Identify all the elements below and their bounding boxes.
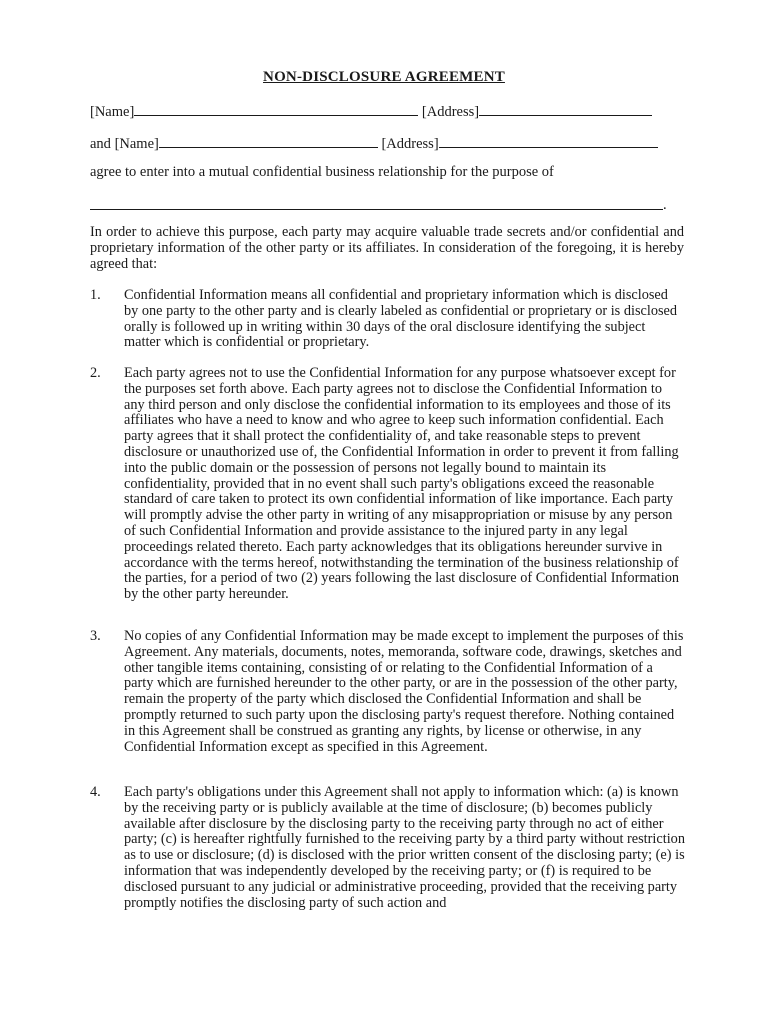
party-two-address-blank[interactable] (439, 133, 658, 148)
clause-number: 1. (90, 287, 101, 303)
clause-text: Confidential Information means all confidential and proprietary information which is disclosed by one party to the other party and is clearly labeled as confidential or proprietary or is disclosed orally is followed up in writing within 30 days of the oral disclosure identifying the subject matter which is confidential or proprietary. (124, 287, 678, 351)
party-one-address-blank[interactable] (479, 101, 652, 116)
party-two-name-blank[interactable] (159, 133, 378, 148)
purpose-statement: agree to enter into a mutual confidential business relationship for the purpose of (90, 164, 554, 180)
clause-text: Each party agrees not to use the Confidential Information for any purpose whatsoever except for the purposes set forth above. Each party agrees not to disclose the Confidential Information to any third person and only disclose the confidential information to its employees and those of its affiliates who have a need to know and who agree to keep such information confidential. Each party agrees that it shall protect the confidentiality of, and take reasonable steps to prevent disclosure or unauthorized use of, the Confidential Information in order to prevent it from falling into the public domain or the possession of persons not legally bound to maintain its confidentiality, provided that in no event shall such party's obligations exceed the reasonable standard of care taken to protect its own confidential information of like importance. Each party will promptly advise the other party in writing of any misappropriation or misuse by any person of such Confidential Information and provide assistance to the injured party in any legal proceedings related thereto. Each party acknowledges that its obligations hereunder survive in accordance with the terms hereof, notwithstanding the termination of the business relationship of the parties, for a period of two (2) years following the last disclosure of Confidential Information by the other party hereunder. (124, 365, 680, 603)
party-one-name-label: [Name] (90, 104, 135, 120)
party-two-name-label: [Name] (114, 136, 159, 152)
party-two-address-label: [Address] (381, 136, 439, 152)
clause-number: 2. (90, 365, 101, 381)
clause-text: Each party's obligations under this Agreement shall not apply to information which: (a) is known by the receiving party or is publicly available at the time of disclosure; (b) becomes publicly available after disclosure by the disclosing party to the receiving party through no act of either party; (c) is hereafter rightfully furnished to the receiving party by a third party without restriction as to use or disclosure; (d) is disclosed with the prior written consent of the disclosing party; (e) is information that was independently developed by the receiving party; or (f) is required to be disclosed pursuant to any judicial or administrative proceeding, provided that the receiving party promptly notifies the disclosing party of such action and (124, 784, 685, 911)
purpose-period: . (663, 197, 667, 213)
document-title: NON-DISCLOSURE AGREEMENT (263, 69, 505, 85)
party-two-line (90, 133, 658, 153)
party-one-name-blank[interactable] (134, 101, 418, 116)
intro-paragraph: In order to achieve this purpose, each party may acquire valuable trade secrets and/or confidential and proprietary information of the other party or its affiliates. In consideration of the foregoing, it is hereby agreed that: (90, 224, 684, 272)
party-two-prefix: and (90, 136, 115, 152)
clause-text: No copies of any Confidential Information may be made except to implement the purposes of this Agreement. Any materials, documents, notes, memoranda, software code, drawings, sketches and other tangible items containing, consisting of or relating to the Confidential Information of a party which are furnished hereunder to the other party, or are in the possession of the other party, remain the property of the party which disclosed the Confidential Information and shall be promptly returned to such party upon the disclosing party's request therefore. Nothing contained in this Agreement shall be construed as granting any rights, by license or otherwise, in any Confidential Information except as specified in this Agreement. (124, 628, 684, 755)
clause-number: 3. (90, 628, 101, 644)
party-one-address-label: [Address] (421, 104, 480, 120)
purpose-blank[interactable] (90, 209, 663, 210)
party-one-line (90, 101, 652, 121)
clause-number: 4. (90, 784, 101, 800)
